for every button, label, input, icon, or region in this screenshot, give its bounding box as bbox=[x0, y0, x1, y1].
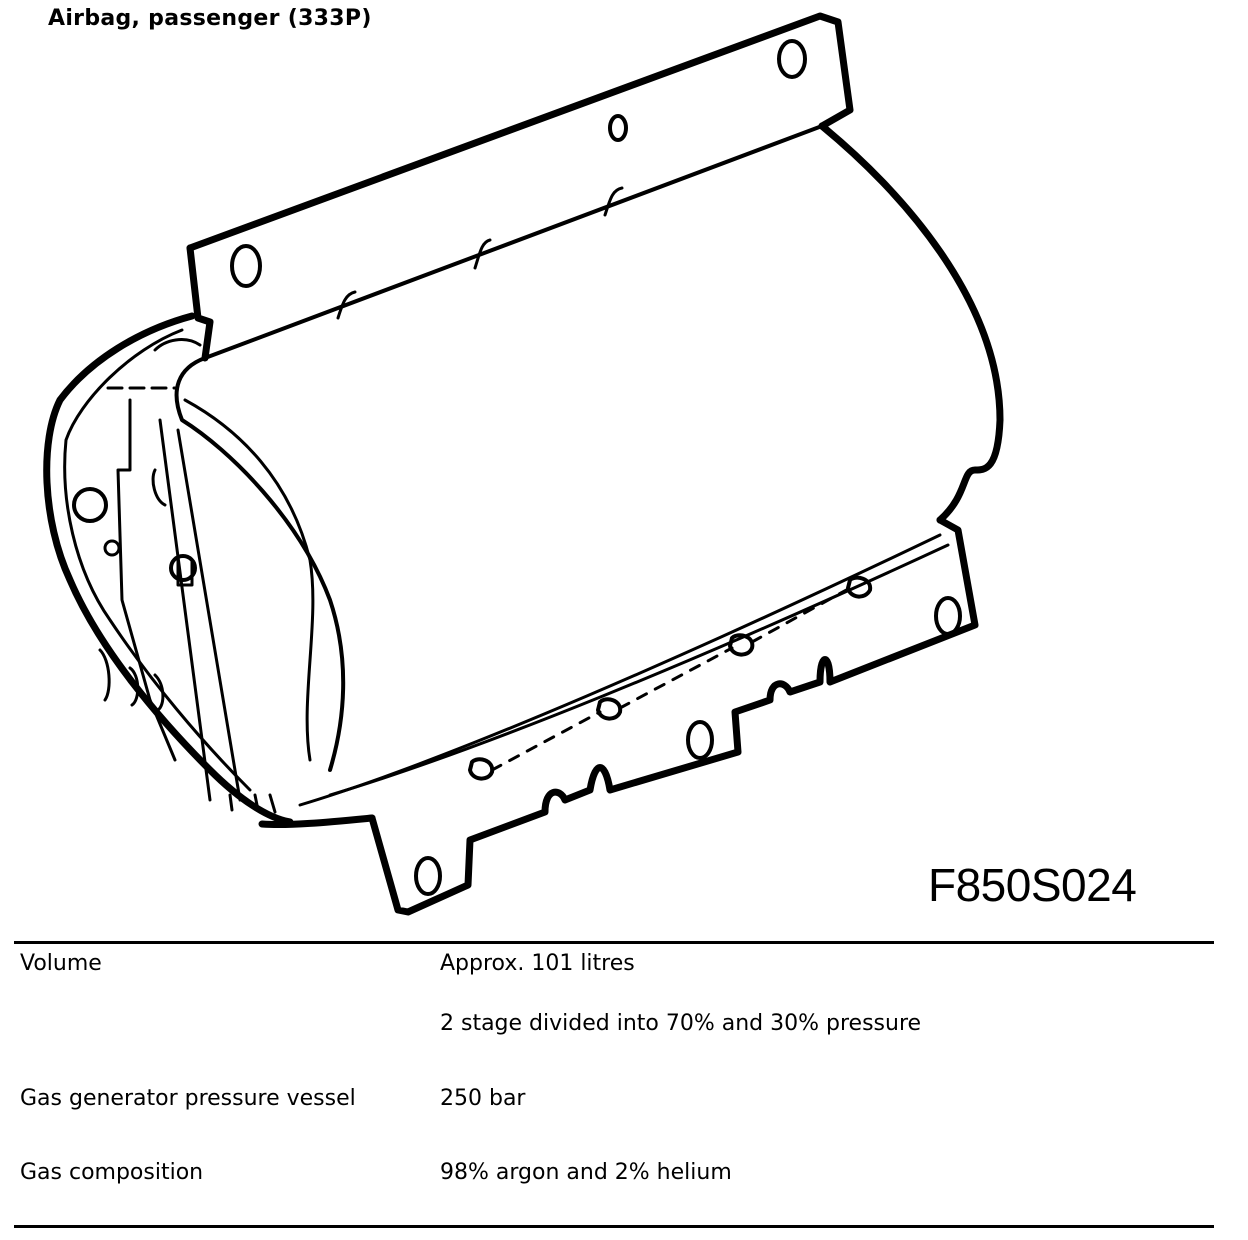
spec-value: 2 stage divided into 70% and 30% pressure bbox=[440, 1011, 922, 1036]
flange-hole bbox=[936, 598, 960, 634]
spec-label: Volume bbox=[20, 951, 102, 976]
flange-hole bbox=[610, 116, 626, 140]
spec-value: 250 bar bbox=[440, 1086, 526, 1111]
cushion-body bbox=[822, 126, 1000, 520]
page-title: Airbag, passenger (333P) bbox=[48, 6, 372, 31]
spec-label: Gas composition bbox=[20, 1160, 204, 1185]
flange-hole bbox=[416, 858, 440, 894]
top-flange bbox=[190, 16, 850, 248]
spec-value: 98% argon and 2% helium bbox=[440, 1160, 732, 1185]
figure-code: F850S024 bbox=[928, 859, 1137, 911]
flange-hole bbox=[232, 246, 260, 286]
table-bottom-rule bbox=[14, 1225, 1214, 1228]
table-top-rule bbox=[14, 941, 1214, 944]
flange-hole bbox=[779, 41, 805, 77]
bottom-flange bbox=[372, 520, 975, 912]
spec-value: Approx. 101 litres bbox=[440, 951, 635, 976]
flange-hole bbox=[688, 722, 712, 758]
spec-label: Gas generator pressure vessel bbox=[20, 1086, 356, 1111]
